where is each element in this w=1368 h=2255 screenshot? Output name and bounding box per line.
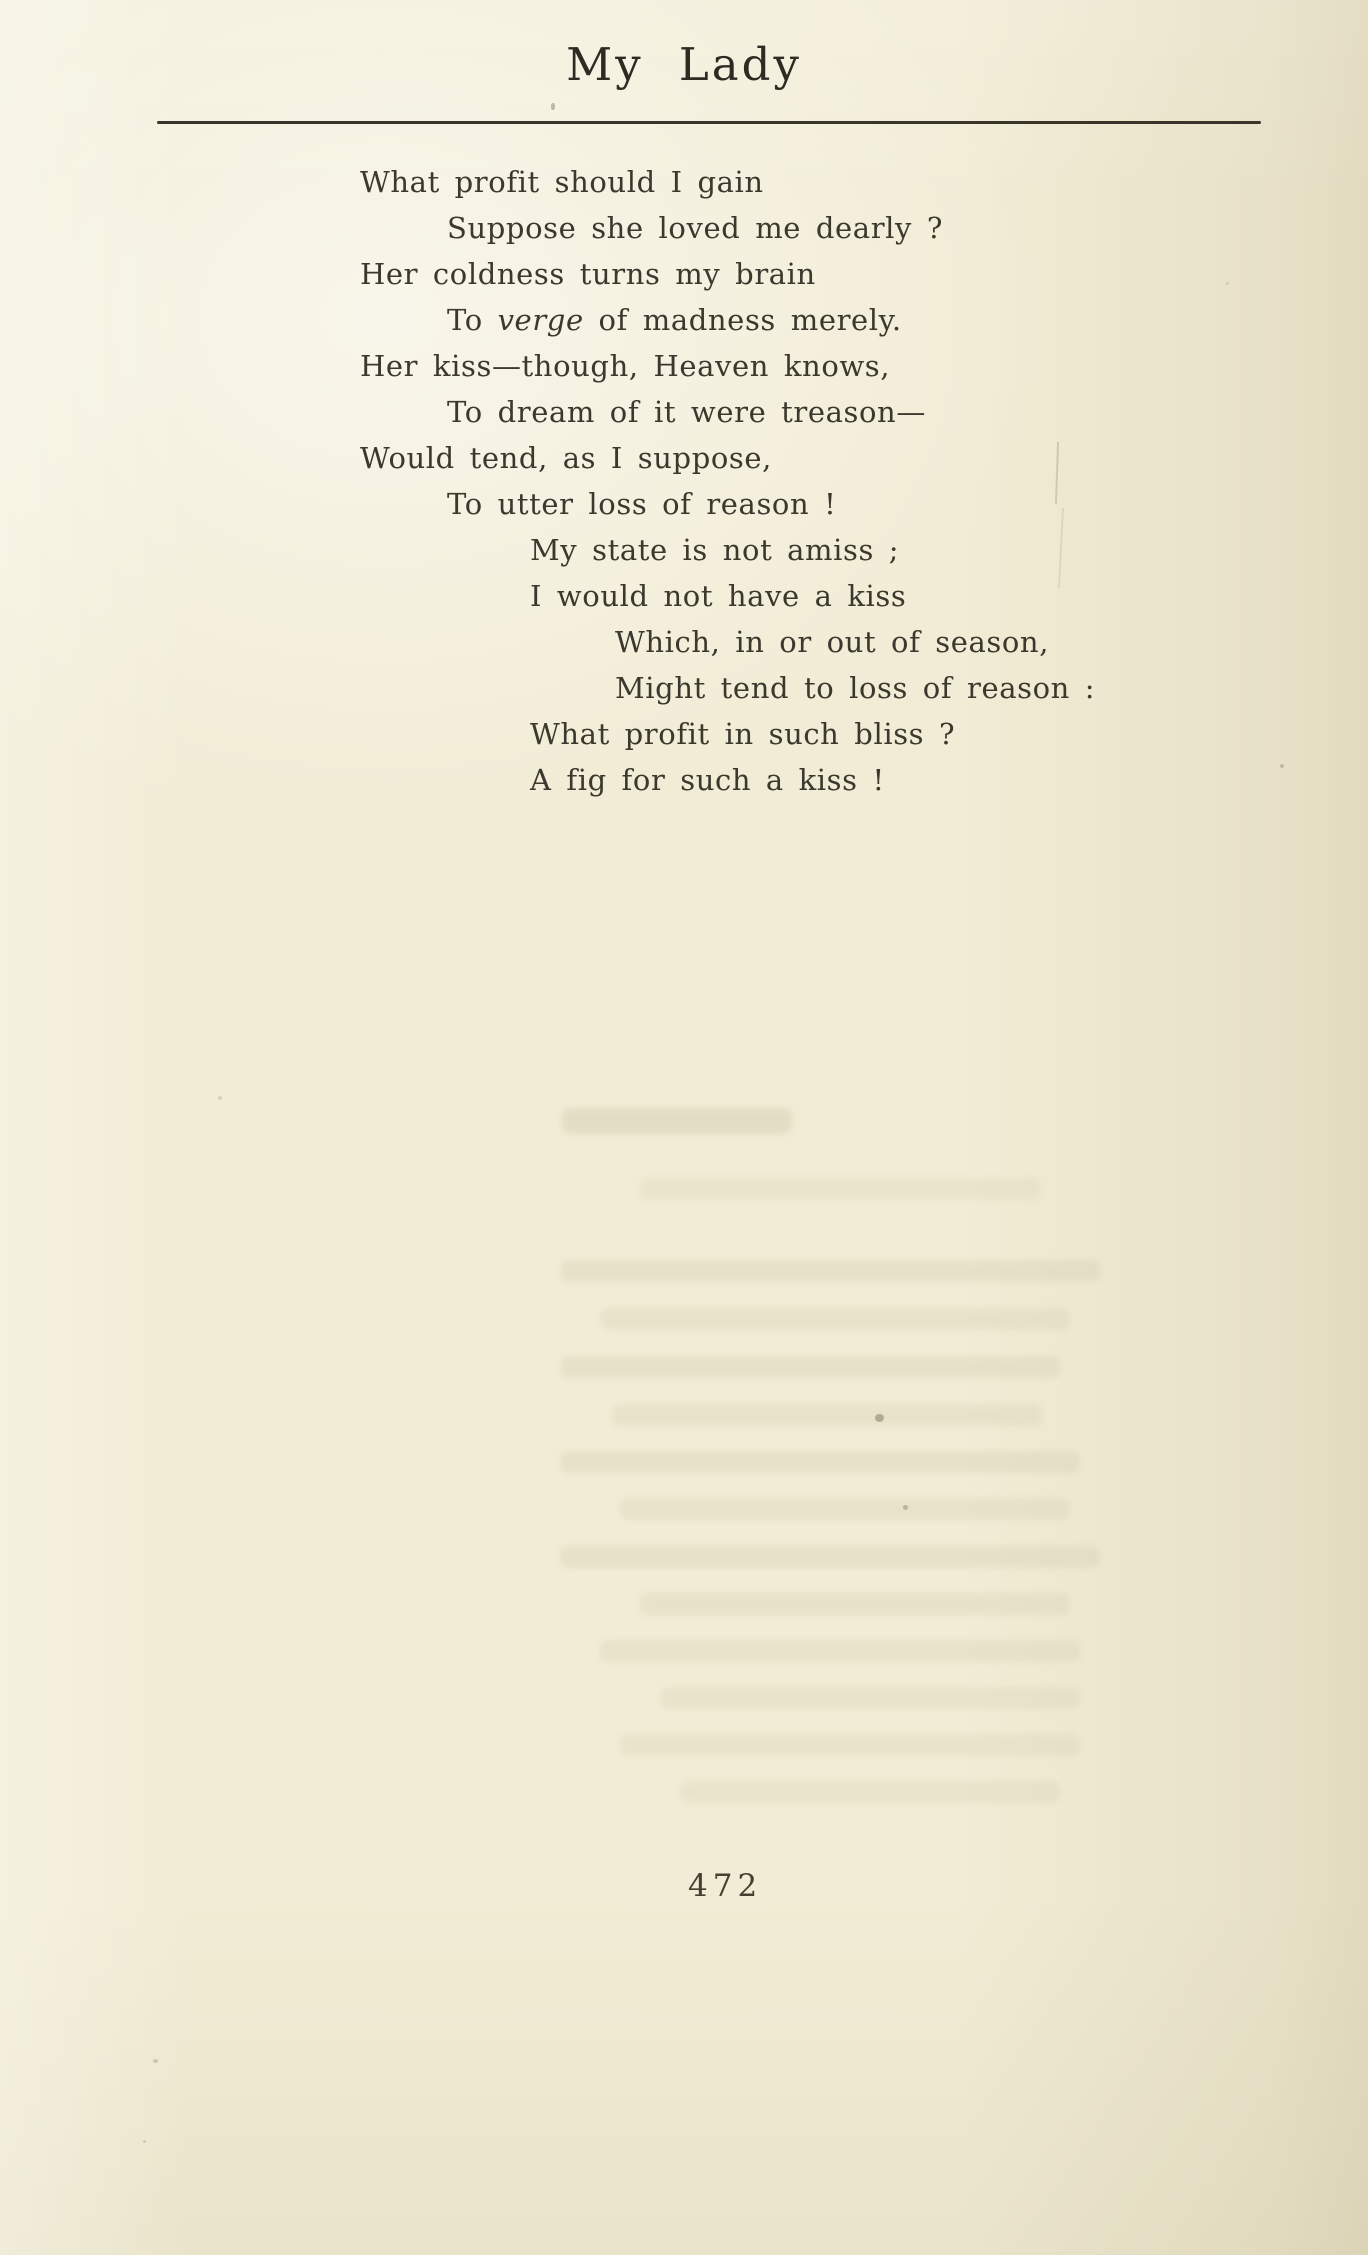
poem-line: Her coldness turns my brain	[360, 257, 816, 291]
poem-line: Suppose she loved me dearly ?	[447, 211, 943, 245]
poem-line: Would tend, as I suppose,	[360, 441, 772, 475]
poem-line: I would not have a kiss	[530, 579, 907, 613]
poem-line: Might tend to loss of reason :	[615, 671, 1096, 705]
poem-line-italic-word: verge	[497, 303, 584, 337]
poem-line-text: of madness merely.	[583, 303, 902, 337]
page-title: My Lady	[566, 38, 802, 91]
poem-line: To dream of it were treason—	[447, 395, 926, 429]
poem-line: What profit should I gain	[360, 165, 764, 199]
title-rule	[157, 121, 1261, 124]
poem-line-text: To	[447, 303, 498, 337]
poem-line: To utter loss of reason !	[447, 487, 837, 521]
poem-line	[447, 297, 1095, 343]
poem-line: What profit in such bliss ?	[530, 717, 956, 751]
page-number: 472	[688, 1868, 763, 1904]
poem-line: Her kiss—though, Heaven knows,	[360, 349, 891, 383]
poem-line: A fig for such a kiss !	[530, 763, 885, 797]
poem-line: Which, in or out of season,	[615, 625, 1050, 659]
poem	[360, 159, 1095, 803]
poem-line: My state is not amiss ;	[530, 533, 900, 567]
